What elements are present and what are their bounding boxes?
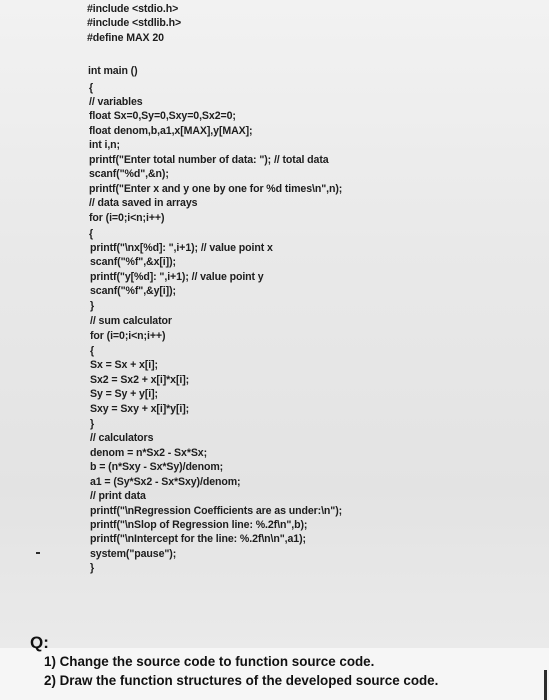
code-line: printf("y[%d]: ",i+1); // value point y [90,271,264,283]
code-line: a1 = (Sy*Sx2 - Sx*Sxy)/denom; [90,476,241,488]
code-line: // variables [89,96,143,108]
code-line: printf("\nRegression Coefficients are as under:\n"); [90,505,343,517]
margin-mark [36,552,40,554]
code-line: printf("\nx[%d]: ",i+1); // value point x [90,242,273,254]
code-line: } [90,418,95,430]
question-item: 1) Change the source code to function source code. [44,654,375,669]
code-line: int main () [88,65,138,77]
code-line: printf("\nIntercept for the line: %.2f\n\n",a1); [90,533,306,545]
code-line: int i,n; [89,139,120,151]
code-line: float denom,b,a1,x[MAX],y[MAX]; [89,125,253,137]
code-line: // print data [90,490,146,502]
code-line: } [90,300,95,312]
code-line: denom = n*Sx2 - Sx*Sx; [90,447,208,459]
code-line: scanf("%f",&x[i]); [90,256,176,268]
code-line: // sum calculator [90,315,172,327]
code-line: printf("Enter total number of data: "); // total data [89,154,329,166]
code-line: } [90,562,95,574]
code-line: scanf("%f",&y[i]); [90,285,176,297]
question-item: 2) Draw the function structures of the developed source code. [44,673,439,688]
code-line: b = (n*Sxy - Sx*Sy)/denom; [90,461,224,473]
code-line: // calculators [90,432,154,444]
code-line: { [89,82,94,94]
question-label: Q: [30,633,49,652]
code-line: Sy = Sy + y[i]; [90,388,158,400]
code-line: printf("Enter x and y one by one for %d times\n",n); [89,183,343,195]
code-line: float Sx=0,Sy=0,Sxy=0,Sx2=0; [89,110,236,122]
code-line: #include <stdlib.h> [87,17,182,29]
frame-edge [544,670,547,700]
code-line: for (i=0;i<n;i++) [89,212,165,224]
code-line: Sxy = Sxy + x[i]*y[i]; [90,403,190,415]
code-line: system("pause"); [90,548,177,560]
code-line: Sx = Sx + x[i]; [90,359,158,371]
code-line: #include <stdio.h> [87,3,179,15]
code-line: #define MAX 20 [87,32,164,44]
code-line: printf("\nSlop of Regression line: %.2f\n",b); [90,519,308,531]
code-line: Sx2 = Sx2 + x[i]*x[i]; [90,374,190,386]
code-line: { [89,228,94,240]
code-line: { [90,345,95,357]
code-line: // data saved in arrays [89,197,198,209]
code-line: for (i=0;i<n;i++) [90,330,166,342]
code-line: scanf("%d",&n); [89,168,169,180]
